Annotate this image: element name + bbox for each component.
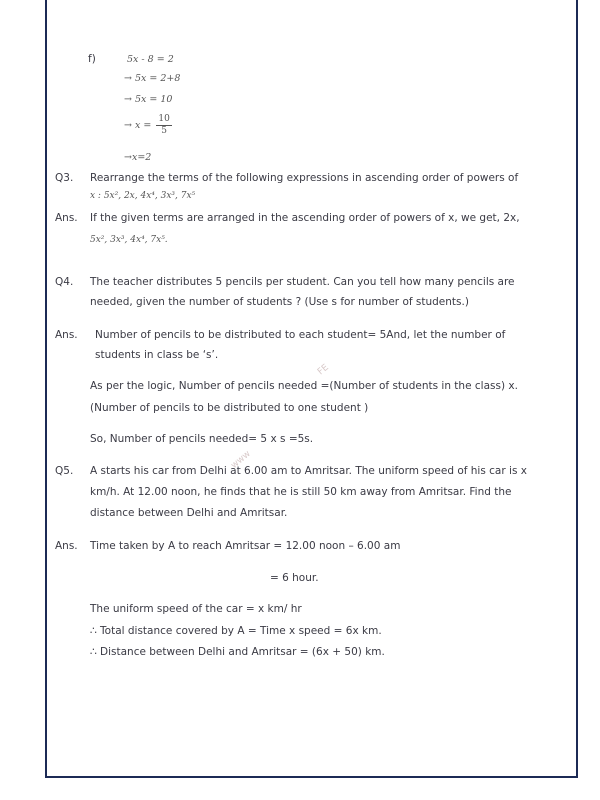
equation-step-5: →x=2 (124, 152, 152, 163)
q4-answer-line-2: students in class be ‘s’. (95, 349, 219, 361)
q5-answer-line-2: = 6 hour. (270, 572, 319, 584)
answer-label-q3: Ans. (55, 212, 78, 224)
watermark-text-b: FE (316, 362, 331, 378)
question-label-q5: Q5. (55, 465, 74, 477)
q5-total-distance: ∴ Total distance covered by A = Time x speed = 6x km. (90, 625, 382, 637)
question-label-q4: Q4. (55, 276, 74, 288)
q4-text-line-2: needed, given the number of students ? (Use s for number of students.) (90, 296, 469, 308)
q5-answer-line-1: Time taken by A to reach Amritsar = 12.00 noon – 6.00 am (90, 540, 401, 552)
fraction-denominator: 5 (161, 126, 168, 136)
q3-text-line-1: Rearrange the terms of the following expressions in ascending order of powers of (90, 172, 519, 184)
q5-text-line-2: km/h. At 12.00 noon, he finds that he is still 50 km away from Amritsar. Find the (90, 486, 512, 498)
q4-logic-line-2: (Number of pencils to be distributed to one student ) (90, 402, 369, 414)
q3-answer-line-2: 5x², 3x³, 4x⁴, 7x⁵. (90, 235, 168, 245)
equation-step-1: 5x - 8 = 2 (127, 54, 174, 65)
fraction-numerator: 10 (158, 114, 170, 124)
q4-logic-line-1: As per the logic, Number of pencils needed =(Number of students in the class) x. (90, 380, 518, 392)
answer-label-q5: Ans. (55, 540, 78, 552)
part-label-f: f) (88, 53, 96, 65)
q4-answer-line-1: Number of pencils to be distributed to each student= 5And, let the number of (95, 329, 506, 341)
q3-answer-line-1: If the given terms are arranged in the ascending order of powers of x, we get, 2x, (90, 212, 520, 224)
equation-step-3: → 5x = 10 (124, 94, 173, 105)
q5-text-line-3: distance between Delhi and Amritsar. (90, 507, 288, 519)
equation-step-2: → 5x = 2+8 (124, 73, 181, 84)
equation-step-4-lhs: → x = (124, 120, 152, 131)
q4-result: So, Number of pencils needed= 5 x s =5s. (90, 433, 314, 445)
q5-distance-delhi-amritsar: ∴ Distance between Delhi and Amritsar = (6x + 50) km. (90, 646, 385, 658)
q3-text-line-2: x : 5x², 2x, 4x⁴, 3x³, 7x⁵ (90, 191, 196, 201)
fraction (156, 114, 171, 137)
q5-speed: The uniform speed of the car = x km/ hr (90, 603, 302, 615)
answer-label-q4: Ans. (55, 329, 78, 341)
q5-text-line-1: A starts his car from Delhi at 6.00 am to Amritsar. The uniform speed of his car is x (90, 465, 527, 477)
q4-text-line-1: The teacher distributes 5 pencils per student. Can you tell how many pencils are (90, 276, 515, 288)
question-label-q3: Q3. (55, 172, 74, 184)
equation-step-4 (124, 114, 172, 137)
watermark-text-a: www (229, 449, 253, 471)
